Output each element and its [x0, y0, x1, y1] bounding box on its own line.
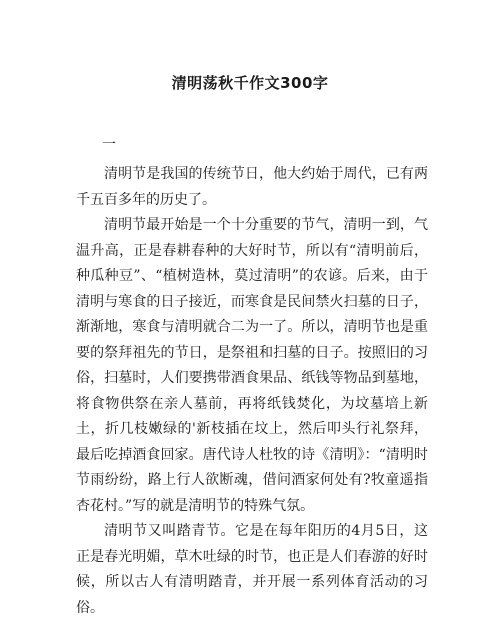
document-body [76, 162, 428, 621]
paragraph-3: 清明节又叫踏青节。它是在每年阳历的4月5日，这正是春光明媚，草木吐绿的时节，也正是人们春游的好时候，所以古人有清明踏青，并开展一系列体育活动的习俗。 [76, 523, 428, 616]
section-number: 一 [102, 137, 116, 153]
document-title: 清明荡秋千作文300字 [171, 74, 329, 92]
paragraph-1: 清明节是我国的传统节日，他大约始于周代，已有两千五百多年的历史了。 [76, 166, 428, 208]
paragraph-2: 清明节最开始是一个十分重要的节气，清明一到，气温升高，正是春耕春种的大好时节，所以有“清明前后，种瓜种豆”、“植树造林，莫过清明”的农谚。后来，由于清明与寒食的日子接近，而寒食是民间禁火扫墓的日子，渐渐地，寒食与清明就合二为一了。所以，清明节也是重要的祭拜祖先的节日，是祭祖和扫墓的日子。按照旧的习俗，扫墓时，人们要携带酒食果品、纸钱等物品到墓地，将食物供祭在亲人墓前，再将纸钱焚化，为坟墓培上新土，折几枝嫩绿的'新枝插在坟上，然后叩头行礼祭拜，最后吃掉酒食回家。唐代诗人杜牧的诗《清明》：“清明时节雨纷纷，路上行人欲断魂，借问酒家何处有?牧童遥指杏花村。”写的就是清明节的特殊气氛。 [76, 217, 428, 514]
